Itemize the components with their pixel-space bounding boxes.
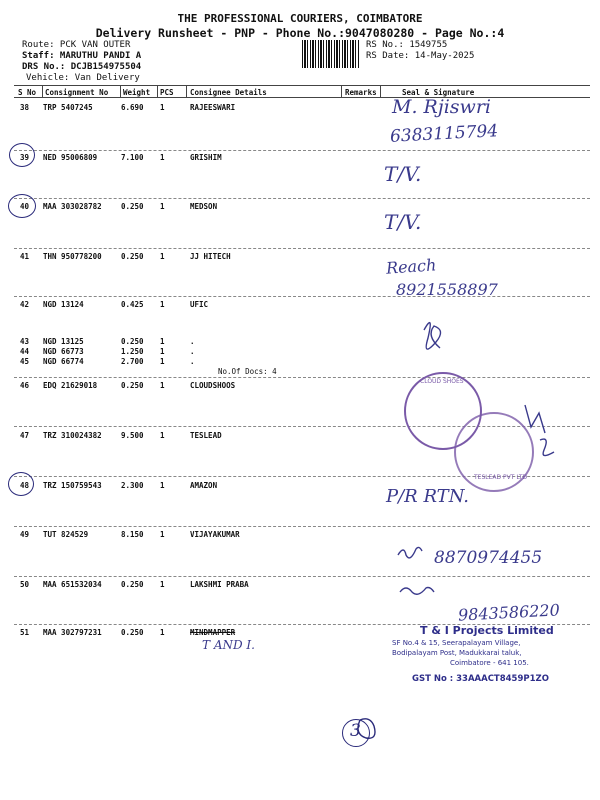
row-consignment: NED 95006809 (43, 153, 98, 162)
col-remarks: Remarks (345, 88, 377, 97)
col-seal: Seal & Signature (402, 88, 475, 97)
row-sno: 43 (20, 337, 30, 346)
company-stamp-address: Bodipalayam Post, Madukkarai taluk, (392, 649, 522, 657)
row-sno: 41 (20, 252, 30, 261)
docs-count: No.Of Docs: 4 (218, 367, 277, 376)
signature: Reach (385, 255, 437, 278)
route-label: Route: PCK VAN OUTER (22, 40, 131, 50)
row-sno: 49 (20, 530, 30, 539)
signature-name: M. Rjiswri (392, 96, 491, 118)
row-pcs: 1 (160, 431, 165, 440)
row-consignee: GRISHIM (190, 153, 222, 162)
row-sno: 48 (20, 481, 30, 490)
row-weight: 2.300 (121, 481, 144, 490)
row-pcs: 1 (160, 580, 165, 589)
row-consignee: UFIC (190, 300, 209, 309)
row-consignment: MAA 651532034 (43, 580, 102, 589)
company-stamp-address: SF No.4 & 15, Seerapalayam Village, (392, 639, 521, 647)
col-consignment: Consignment No (45, 88, 109, 97)
row-sno: 39 (20, 153, 30, 162)
row-weight: 7.100 (121, 153, 144, 162)
company-stamp-address: Coimbatore - 641 105. (450, 659, 529, 667)
staff-label: Staff: MARUTHU PANDI A (22, 51, 142, 61)
row-pcs: 1 (160, 300, 165, 309)
row-pcs: 1 (160, 357, 165, 366)
row-consignee: VIJAYAKUMAR (190, 530, 240, 539)
row-sno: 47 (20, 431, 30, 440)
row-pcs: 1 (160, 628, 165, 637)
row-consignee: CLOUDSHOOS (190, 381, 236, 390)
row-consignment: TRP 5407245 (43, 103, 93, 112)
row-weight: 0.425 (121, 300, 144, 309)
row-weight: 6.690 (121, 103, 144, 112)
col-consignee: Consignee Details (190, 88, 267, 97)
vehicle-label: Vehicle: Van Delivery (26, 73, 140, 83)
row-weight: 9.500 (121, 431, 144, 440)
stamp-text: TESLEAD PVT LTD (474, 474, 528, 481)
row-weight: 1.250 (121, 347, 144, 356)
row-consignment: TRZ 310024382 (43, 431, 102, 440)
row-sno: 45 (20, 357, 30, 366)
row-sno: 46 (20, 381, 30, 390)
row-consignment: MAA 302797231 (43, 628, 102, 637)
row-sno: 50 (20, 580, 30, 589)
row-consignee: RAJEESWARI (190, 103, 236, 112)
row-pcs: 1 (160, 202, 165, 211)
page-number: 3 (350, 721, 361, 741)
stamp-text: CLOUD SHOES (420, 378, 464, 385)
row-consignment: NGD 66773 (43, 347, 84, 356)
row-consignment: MAA 303028782 (43, 202, 102, 211)
runsheet-title: Delivery Runsheet - PNP - Phone No.:9047080280 - Page No.:4 (95, 26, 505, 40)
row-sno: 42 (20, 300, 30, 309)
row-consignment: NGD 13125 (43, 337, 84, 346)
row-weight: 8.150 (121, 530, 144, 539)
handwritten-note: T AND I. (202, 638, 255, 652)
company-title: THE PROFESSIONAL COURIERS, COIMBATORE (177, 12, 423, 25)
handwritten-note: T/V. (384, 162, 422, 186)
phone-number: 8921558897 (396, 280, 498, 299)
row-sno: 40 (20, 202, 30, 211)
row-consignment: THN 950778200 (43, 252, 102, 261)
row-consignee: LAKSHMI PRABA (190, 580, 249, 589)
row-pcs: 1 (160, 381, 165, 390)
row-consignee: MINDMAPPER (190, 628, 236, 637)
row-consignee: . (190, 357, 195, 366)
row-pcs: 1 (160, 347, 165, 356)
phone-number: 9843586220 (457, 600, 561, 625)
row-pcs: 1 (160, 337, 165, 346)
row-pcs: 1 (160, 252, 165, 261)
row-weight: 0.250 (121, 381, 144, 390)
col-weight: Weight (123, 88, 151, 97)
company-stamp-name: T & I Projects Limited (420, 624, 554, 637)
row-consignee: MEDSON (190, 202, 218, 211)
row-consignment: TRZ 150759543 (43, 481, 102, 490)
drs-number: DRS No.: DCJB154975504 (22, 62, 142, 72)
row-consignee: AMAZON (190, 481, 218, 490)
row-consignment: NGD 13124 (43, 300, 84, 309)
phone-number: 6383115794 (389, 121, 499, 147)
handwritten-note: T/V. (384, 210, 422, 234)
row-consignment: NGD 66774 (43, 357, 84, 366)
row-pcs: 1 (160, 103, 165, 112)
handwritten-note: P/R RTN. (386, 486, 470, 507)
row-consignee: . (190, 337, 195, 346)
row-pcs: 1 (160, 530, 165, 539)
row-weight: 0.250 (121, 628, 144, 637)
row-sno: 38 (20, 103, 30, 112)
row-weight: 0.250 (121, 337, 144, 346)
col-sno: S No (18, 88, 37, 97)
row-weight: 0.250 (121, 580, 144, 589)
row-consignment: EDQ 21629018 (43, 381, 98, 390)
row-weight: 0.250 (121, 252, 144, 261)
row-consignee: TESLEAD (190, 431, 222, 440)
row-consignee: JJ HITECH (190, 252, 231, 261)
row-sno: 44 (20, 347, 30, 356)
rs-date: RS Date: 14-May-2025 (366, 51, 475, 61)
row-sno: 51 (20, 628, 30, 637)
row-consignment: TUT 824529 (43, 530, 89, 539)
row-pcs: 1 (160, 481, 165, 490)
company-gst: GST No : 33AAACT8459P1ZO (412, 674, 549, 684)
row-weight: 0.250 (121, 202, 144, 211)
phone-number: 8870974455 (434, 548, 543, 568)
row-pcs: 1 (160, 153, 165, 162)
row-consignee: . (190, 347, 195, 356)
row-weight: 2.700 (121, 357, 144, 366)
rs-number: RS No.: 1549755 (366, 40, 448, 50)
col-pcs: PCS (160, 88, 174, 97)
